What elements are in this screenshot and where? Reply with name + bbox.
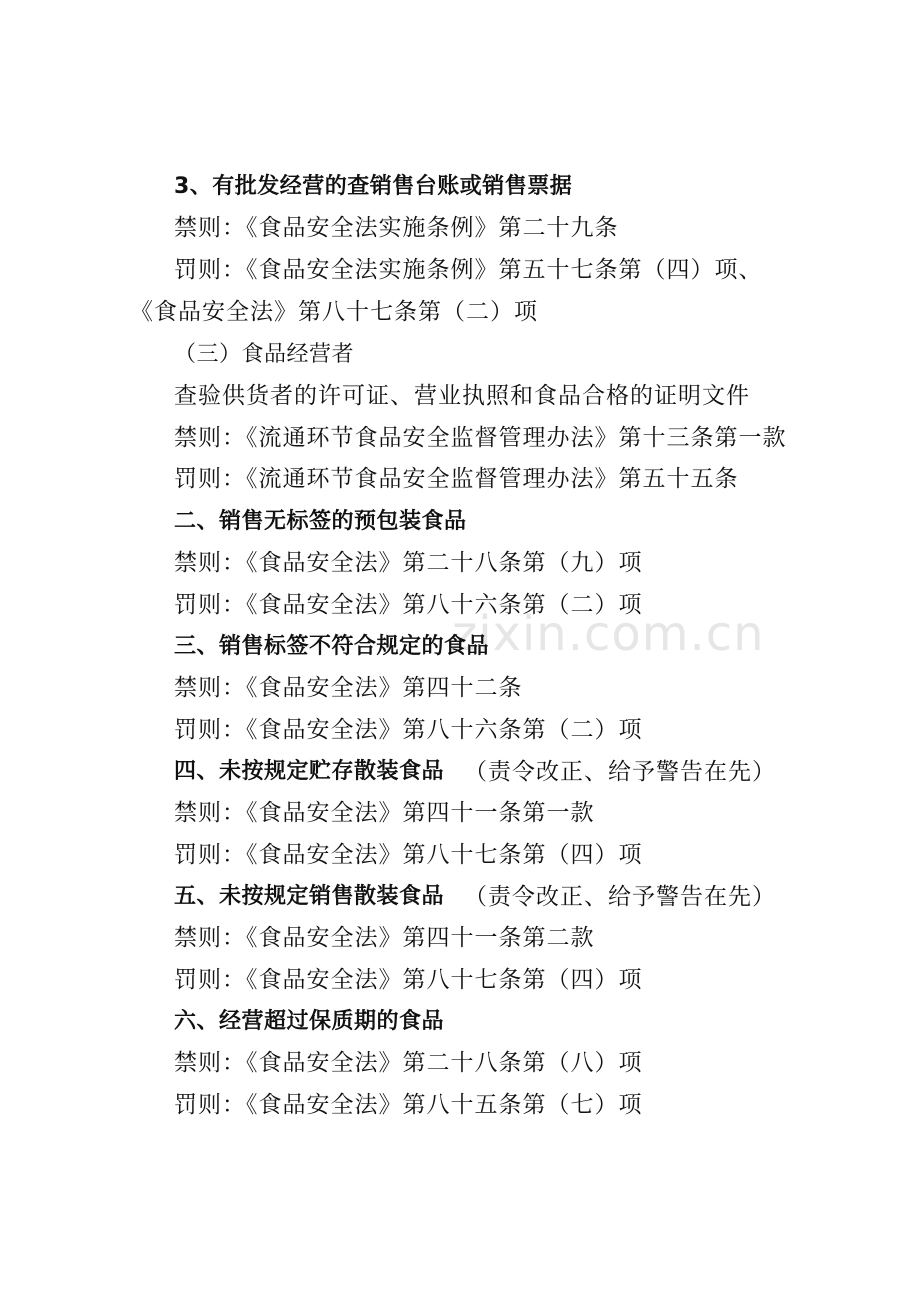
penalty-line: 罚则：《食品安全法》第八十五条第（七）项 [174,1092,643,1118]
section-heading: 三、销售标签不符合规定的食品 [174,634,490,659]
prohibition-line: 禁则：《食品安全法》第二十八条第（九）项 [174,550,643,576]
penalty-line: 罚则：《食品安全法》第八十六条第（二）项 [174,717,643,743]
penalty-line: 罚则：《流通环节食品安全监督管理办法》第五十五条 [174,466,739,492]
penalty-line: 罚则：《食品安全法》第八十七条第（四）项 [174,842,643,868]
penalty-line-continued: 《食品安全法》第八十七条第（二）项 [130,299,538,325]
prohibition-line: 禁则：《流通环节食品安全监督管理办法》第十三条第一款 [174,425,787,451]
penalty-line: 罚则：《食品安全法》第八十六条第（二）项 [174,592,643,618]
prohibition-line: 禁则：《食品安全法》第二十八条第（八）项 [174,1050,643,1076]
requirement-line: 查验供货者的许可证、营业执照和食品合格的证明文件 [174,383,750,409]
prohibition-line: 禁则：《食品安全法》第四十一条第二款 [174,925,595,951]
subsection-heading: （三）食品经营者 [174,342,355,367]
prohibition-line: 禁则：《食品安全法》第四十二条 [174,675,523,701]
section-note: （责令改正、给予警告在先） [464,884,776,910]
section-heading: 五、未按规定销售散装食品 [174,884,445,909]
prohibition-line: 禁则：《食品安全法实施条例》第二十九条 [174,215,619,241]
section-heading: 3、有批发经营的查销售台账或销售票据 [174,174,573,199]
section-heading: 二、销售无标签的预包装食品 [174,509,467,534]
watermark: zixin.com.cn [452,606,765,662]
prohibition-line: 禁则：《食品安全法》第四十一条第一款 [174,800,595,826]
section-heading: 六、经营超过保质期的食品 [174,1009,445,1034]
penalty-line: 罚则：《食品安全法实施条例》第五十七条第（四）项、 [174,257,763,283]
penalty-line: 罚则：《食品安全法》第八十七条第（四）项 [174,967,643,993]
section-heading: 四、未按规定贮存散装食品 [174,759,445,784]
section-note: （责令改正、给予警告在先） [464,759,776,785]
